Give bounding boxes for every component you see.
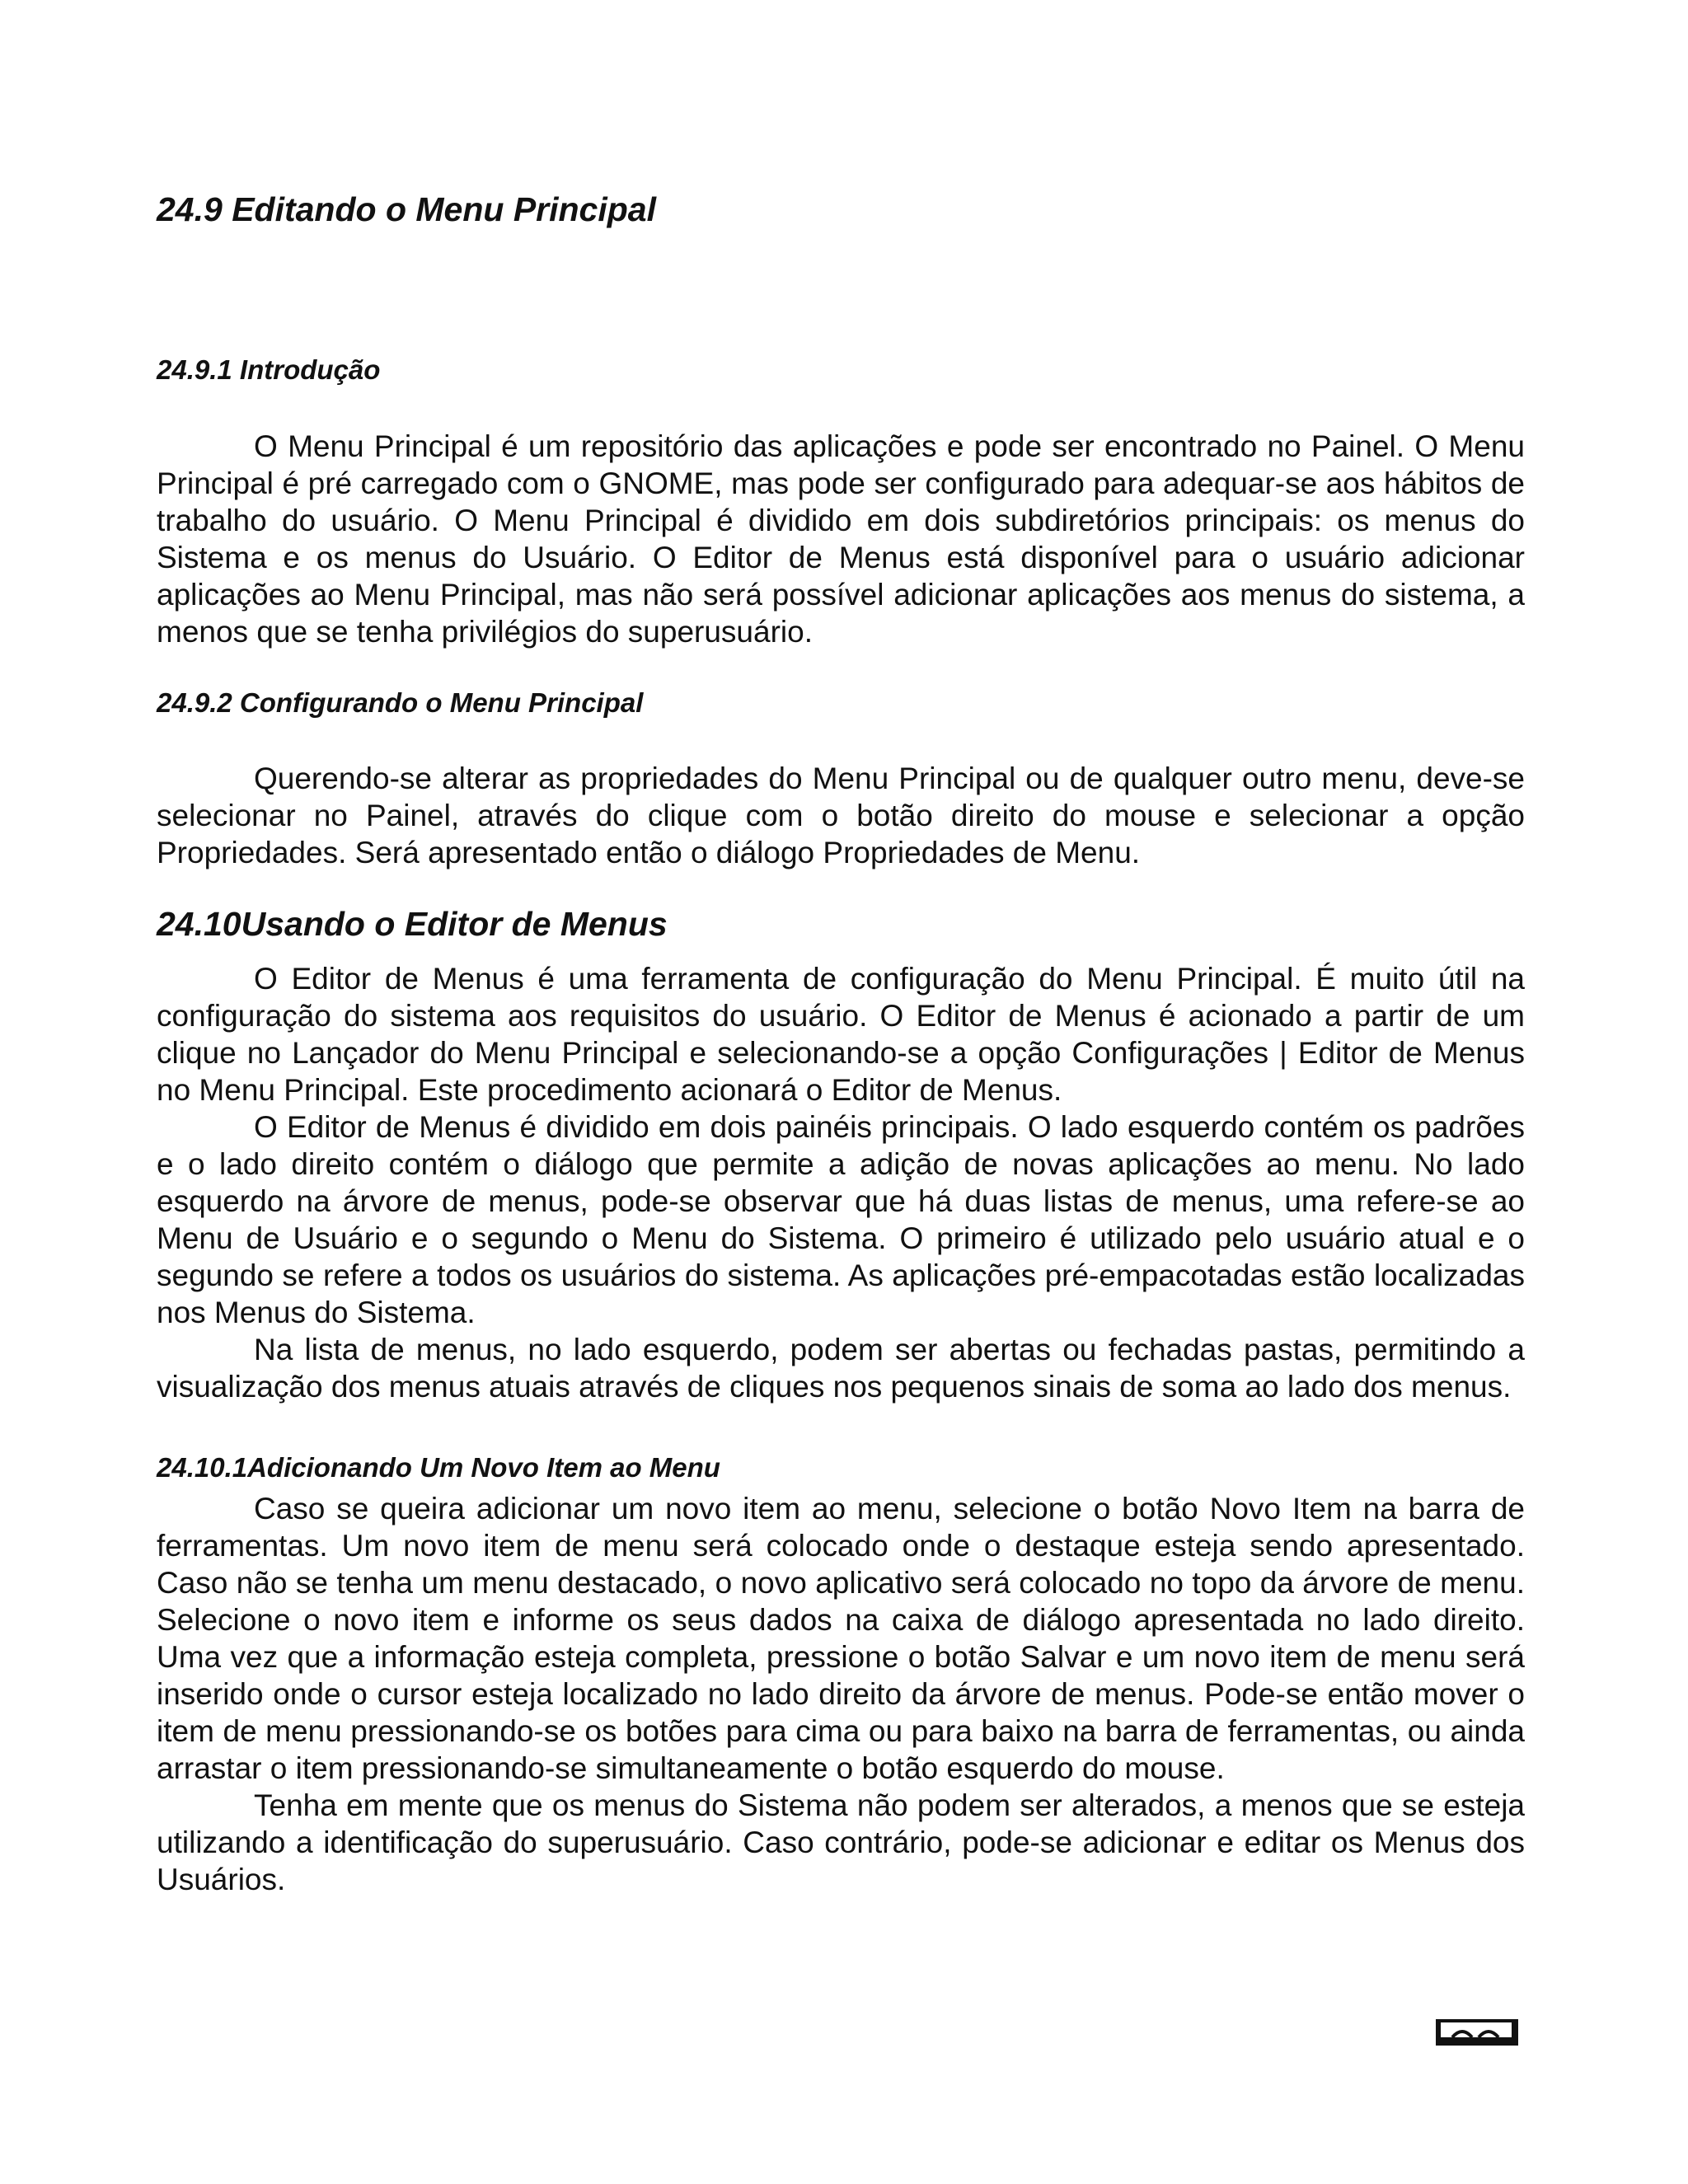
subsection-heading-introducao: 24.9.1 Introdução	[157, 354, 381, 386]
paragraph-configurando: Querendo-se alterar as propriedades do Menu Principal ou de qualquer outro menu, deve-se selecionar no Painel, através do clique com o botão direito do mouse e selecionar a opção Propriedades. Será apresentado então o diálogo Propriedades de Menu.	[157, 762, 1525, 870]
paragraph-adicionando-1: Caso se queira adicionar um novo item ao menu, selecione o botão Novo Item na barra de ferramentas. Um novo item de menu será colocado onde o destaque esteja sendo apresentado. Caso não se tenha um menu destacado, o novo aplicativo será colocado no topo da árvore de menu. Selecione o novo item e informe os seus dados na caixa de diálogo apresentada no lado direito. Uma vez que a informação esteja completa, pressione o botão Salvar e um novo item de menu será inserido onde o cursor esteja localizado no lado direito da árvore de menus. Pode-se então mover o item de menu pressionando-se os botões para cima ou para baixo na barra de ferramentas, ou ainda arrastar o item pressionando-se simultaneamente o botão esquerdo do mouse.	[157, 1492, 1525, 1786]
section-heading-editando-menu: 24.9 Editando o Menu Principal	[157, 190, 656, 228]
paragraph-editor-3: Na lista de menus, no lado esquerdo, podem ser abertas ou fechadas pastas, permitindo a visualização dos menus atuais através de cliques nos pequenos sinais de soma ao lado dos menus.	[157, 1332, 1525, 1404]
paragraph-editor-1: O Editor de Menus é uma ferramenta de configuração do Menu Principal. É muito útil na configuração do sistema aos requisitos do usuário. O Editor de Menus é acionado a partir de um clique no Lançador do Menu Principal e selecionando-se a opção Configurações | Editor de Menus no Menu Principal. Este procedimento acionará o Editor de Menus.	[157, 961, 1525, 1107]
section-heading-usando-editor: 24.10Usando o Editor de Menus	[157, 905, 668, 944]
paragraph-adicionando-2: Tenha em mente que os menus do Sistema não podem ser alterados, a menos que se esteja utilizando a identificação do superusuário. Caso contrário, pode-se adicionar e editar os Menus dos Usuários.	[157, 1788, 1525, 1897]
paragraph-editor-2: O Editor de Menus é dividido em dois painéis principais. O lado esquerdo contém os padrões e o lado direito contém o diálogo que permite a adição de novas aplicações ao menu. No lado esquerdo na árvore de menus, pode-se observar que há duas listas de menus, uma refere-se ao Menu de Usuário e o segundo o Menu do Sistema. O primeiro é utilizado pelo usuário atual e o segundo se refere a todos os usuários do sistema. As aplicações pré-empacotadas estão localizadas nos Menus do Sistema.	[157, 1109, 1525, 1329]
page-number-tab-icon	[1434, 2018, 1520, 2047]
paragraph-introducao: O Menu Principal é um repositório das aplicações e pode ser encontrado no Painel. O Menu Principal é pré carregado com o GNOME, mas pode ser configurado para adequar-se aos hábitos de trabalho do usuário. O Menu Principal é dividido em dois subdiretórios principais: os menus do Sistema e os menus do Usuário. O Editor de Menus está disponível para o usuário adicionar aplicações ao Menu Principal, mas não será possível adicionar aplicações aos menus do sistema, a menos que se tenha privilégios do superusuário.	[157, 429, 1525, 649]
subsection-heading-adicionando: 24.10.1Adicionando Um Novo Item ao Menu	[157, 1451, 720, 1483]
subsection-heading-configurando: 24.9.2 Configurando o Menu Principal	[157, 687, 644, 718]
document-page	[157, 177, 1525, 1898]
